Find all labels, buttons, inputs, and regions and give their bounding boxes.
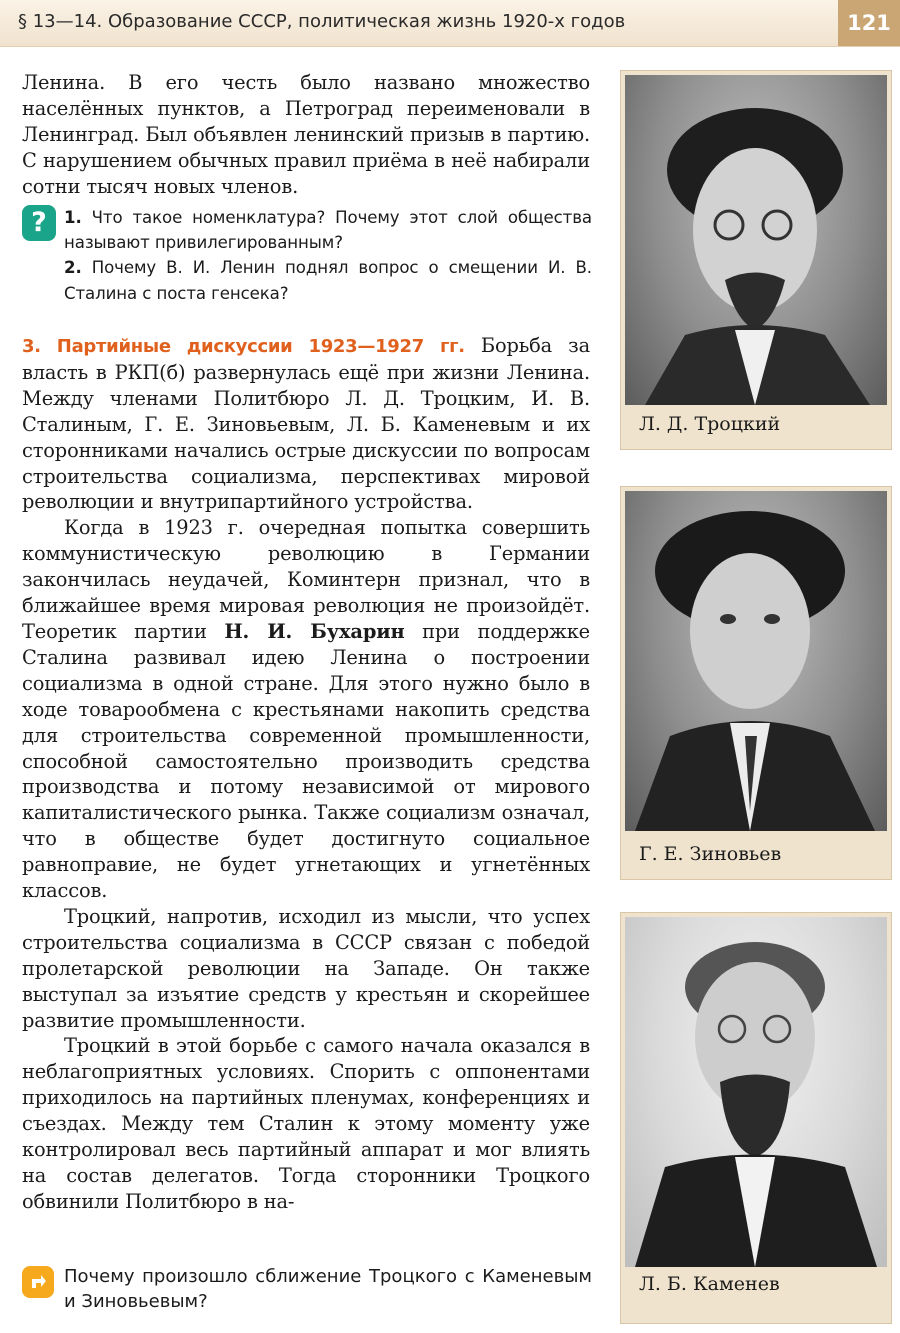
question-item bbox=[64, 255, 592, 305]
page-header bbox=[0, 0, 900, 47]
photo-caption: Г. Е. Зиновьев bbox=[639, 843, 782, 865]
photo-trotsky bbox=[620, 70, 892, 450]
question-number: 1. bbox=[64, 208, 82, 227]
paragraph-2-start: Когда в 1923 г. очередная попытка совершить коммунистическую революцию в Германии закончилась неудачей, Коминтерн признал, что в ближайшее время мировая революция не произойдёт. Теоретик партии bbox=[22, 516, 590, 643]
question-text: Что такое номенклатура? Почему этот слой общества называют привилегированным? bbox=[64, 208, 592, 253]
bottom-question-block bbox=[22, 1264, 592, 1314]
photo-caption: Л. Д. Троцкий bbox=[639, 413, 781, 435]
chapter-title: § 13—14. Образование СССР, политическая жизнь 1920-х годов bbox=[18, 11, 626, 32]
portrait-image bbox=[625, 491, 887, 831]
question-text: Почему В. И. Ленин поднял вопрос о смещении И. В. Сталина с поста генсека? bbox=[64, 258, 592, 303]
intro-paragraph bbox=[22, 70, 590, 200]
photo-caption: Л. Б. Каменев bbox=[639, 1273, 780, 1295]
intro-text: Ленина. В его честь было названо множество населённых пунктов, а Петроград переименовали в Ленинград. Был объявлен ленинский призыв в партию. С нарушением обычных правил приёма в неё набирали сотни тысяч новых членов. bbox=[22, 71, 590, 198]
section-block bbox=[22, 333, 590, 1215]
question-icon: ? bbox=[22, 205, 56, 241]
section-paragraph-4: Троцкий в этой борьбе с самого начала оказался в неблагоприятных условиях. Спорить с оппонентами приходилось на партийных пленумах, конференциях и съездах. Между тем Сталин к этому моменту уже контролировал весь партийный аппарат и мог влиять на состав делегатов. Тогда сторонники Троцкого обвинили Политбюро в на- bbox=[22, 1034, 590, 1213]
arrow-icon bbox=[22, 1266, 54, 1298]
section-paragraph-1 bbox=[22, 333, 590, 515]
portrait-image bbox=[625, 917, 887, 1267]
section-heading: 3. Партийные дискуссии 1923—1927 гг. bbox=[22, 336, 465, 357]
section-paragraph-1-text: Борьба за власть в РКП(б) развернулась ещё при жизни Ленина. Между членами Политбюро Л. Д. Троцким, И. В. Сталиным, Г. Е. Зиновьевым, Л. Б. Каменевым и их сторонниками начались острые дискуссии по вопросам строительства социализма, перспективах мировой революции и внутрипартийного устройства. bbox=[22, 334, 590, 514]
question-item bbox=[64, 205, 592, 255]
page-number: 121 bbox=[838, 0, 900, 46]
question-number: 2. bbox=[64, 258, 82, 278]
bukharin-name: Н. И. Бухарин bbox=[224, 619, 405, 643]
portrait-image bbox=[625, 75, 887, 405]
questions-block bbox=[22, 205, 592, 306]
paragraph-2-end: при поддержке Сталина развивал идею Ленина о построении социализма в одной стране. Для этого нужно было в ходе товарообмена с крестьянами накопить средства для строительства современной промышленности, способной самостоятельно производить средства производства и потому независимой от мирового капиталистического рынка. Также социализм означал, что в обществе будет достигнуто социальное равноправие, не будет угнетающих и угнетённых классов. bbox=[22, 619, 590, 903]
bottom-question-text: Почему произошло сближение Троцкого с Каменевым и Зиновьевым? bbox=[64, 1266, 592, 1312]
questions-list bbox=[64, 205, 592, 306]
photo-kamenev bbox=[620, 912, 892, 1324]
photo-zinoviev bbox=[620, 486, 892, 880]
section-paragraph-3: Троцкий, напротив, исходил из мысли, что успех строительства социализма в СССР связан с победой пролетарской революции на Западе. Он также выступал за изъятие средств у крестьян и скорейшее развитие промышленности. bbox=[22, 904, 590, 1032]
section-paragraph-2 bbox=[22, 515, 590, 904]
